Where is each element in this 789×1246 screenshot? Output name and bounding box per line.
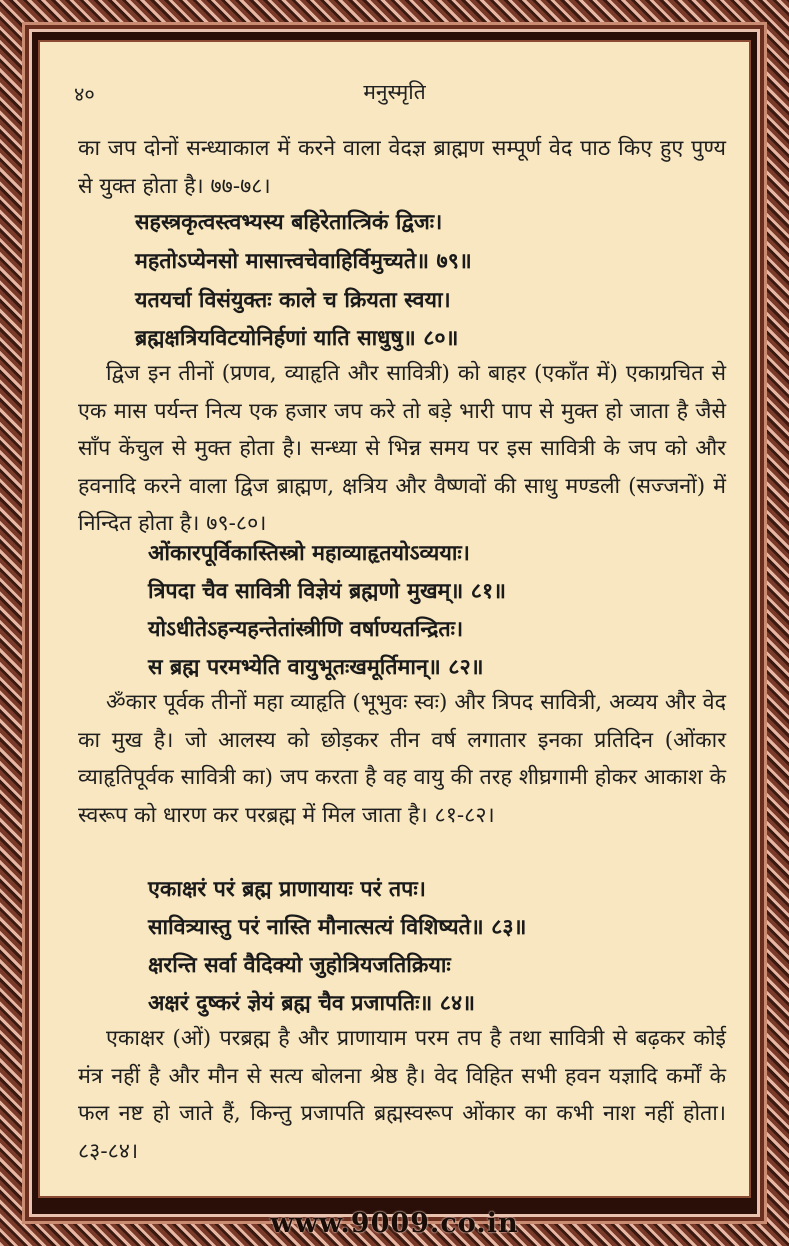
verse-line-9: एकाक्षरं परं ब्रह्म प्राणायायः परं तपः। <box>148 877 426 902</box>
paragraph-2: द्विज इन तीनों (प्रणव, व्याहृति और सावित्री) को बाहर (एकाँत में) एकाग्रचित से एक मास पर्यन्त नित्य एक हजार जप करे तो बड़े भारी पाप से मुक्त हो जाता है जैसे साँप केंचुल से मुक्त होता है। सन्ध्या से भिन्न समय पर इस सावित्री के जप को और हवनादि करने वाला द्विज ब्राह्मण, क्षत्रिय और वैष्णवों की साधु मण्डली (सज्जनों) में निन्दित होता है। ७९-८०। <box>78 361 726 536</box>
verse-line-11: क्षरन्ति सर्वा वैदिक्यो जुहोत्रियजतिक्रियाः <box>148 953 451 978</box>
verse-line-10: सावित्र्यास्तु परं नास्ति मौनात्सत्यं विशिष्यते॥ ८३॥ <box>148 915 527 940</box>
page-number: ४० <box>74 82 95 106</box>
verse-line-3: यतयर्चा विसंयुक्तः काले च क्रियता स्वया। <box>135 288 451 313</box>
paragraph-1: का जप दोनों सन्ध्याकाल में करने वाला वेदज्ञ ब्राह्मण सम्पूर्ण वेद पाठ किए हुए पुण्य से युक्त होता है। ७७-७८। <box>78 136 726 199</box>
book-page <box>38 40 751 1198</box>
verse-line-5: ओंकारपूर्विकास्तिस्त्रो महाव्याहृतयोऽव्ययाः। <box>148 541 470 566</box>
verse-line-6: त्रिपदा चैव सावित्री विज्ञेयं ब्रह्मणो मुखम्॥ ८१॥ <box>148 579 507 604</box>
verse-line-4: ब्रह्मक्षत्रियविटयोनिर्हणां याति साधुषु॥ ८०॥ <box>135 326 459 351</box>
page-title: मनुस्मृति <box>363 80 426 104</box>
verse-line-2: महतोऽप्येनसो मासात्त्वचेवाहिर्विमुच्यते॥ ७९॥ <box>135 249 472 274</box>
verse-line-8: स ब्रह्म परमभ्येति वायुभूतःखमूर्तिमान्॥ ८२॥ <box>148 655 484 680</box>
website-watermark: www.9009.co.in <box>270 1208 519 1239</box>
paragraph-4: एकाक्षर (ओं) परब्रह्म है और प्राणायाम परम तप है तथा सावित्री से बढ़कर कोई मंत्र नहीं है और मौन से सत्य बोलना श्रेष्ठ है। वेद विहित सभी हवन यज्ञादि कर्मों के फल नष्ट हो जाते हैं, किन्तु प्रजापति ब्रह्मस्वरूप ओंकार का कभी नाश नहीं होता। ८३-८४। <box>78 1026 726 1164</box>
paragraph-3: ॐकार पूर्वक तीनों महा व्याहृति (भूभुवः स्वः) और त्रिपद सावित्री, अव्यय और वेद का मुख है। जो आलस्य को छोड़कर तीन वर्ष लगातार इनका प्रतिदिन (ओंकार व्याहृतिपूर्वक सावित्री का) जप करता है वह वायु की तरह शीघ्रगामी होकर आकाश के स्वरूप को धारण कर परब्रह्म में मिल जाता है। ८१-८२। <box>78 690 726 828</box>
verse-line-1: सहस्त्रकृत्वस्त्वभ्यस्य बहिरेतात्त्रिकं द्विजः। <box>135 210 443 235</box>
verse-line-7: योऽधीतेऽहन्यहन्तेतांस्त्रीणि वर्षाण्यतन्द्रितः। <box>148 617 464 642</box>
verse-line-12: अक्षरं दुष्करं ज्ञेयं ब्रह्म चैव प्रजापतिः॥ ८४॥ <box>148 991 476 1016</box>
